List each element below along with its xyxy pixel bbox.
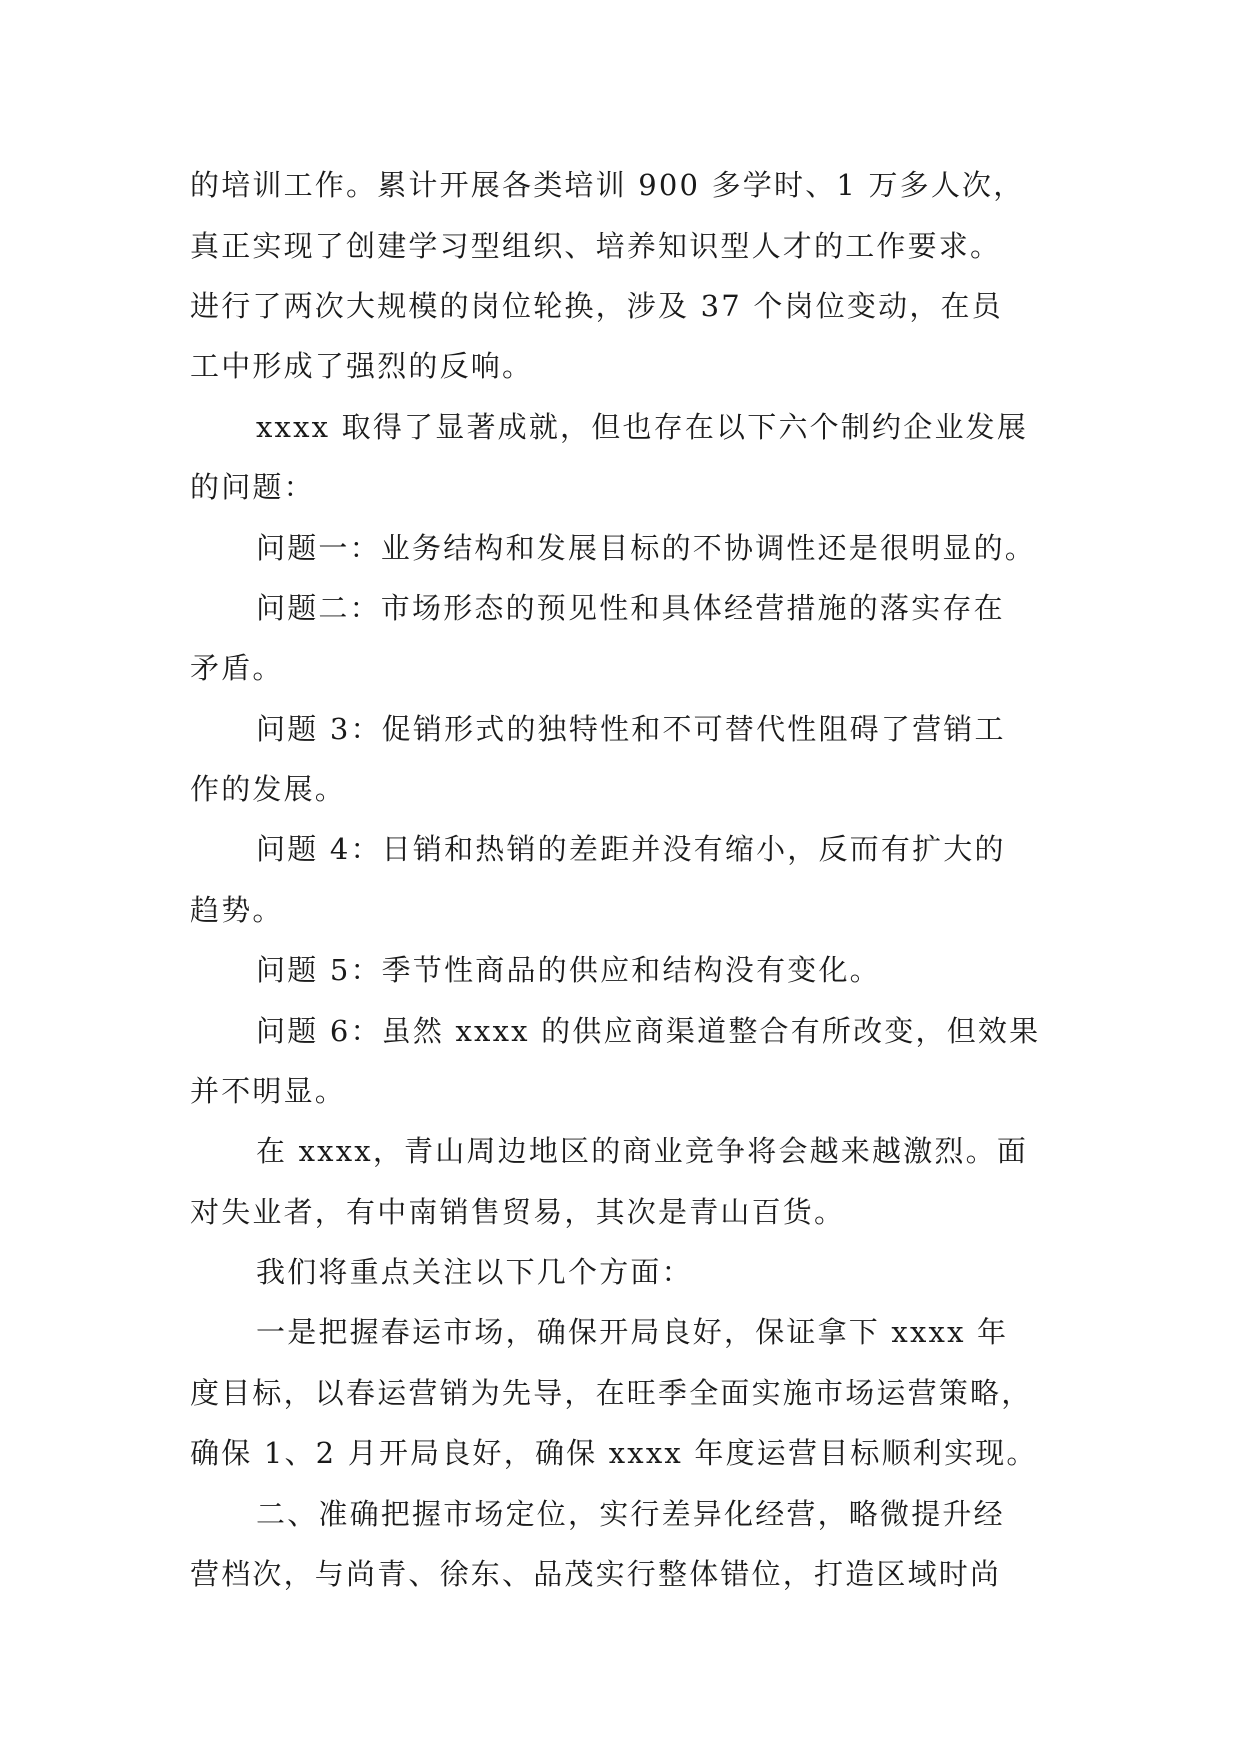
text-line: 确保 1、2 月开局良好，确保 xxxx 年度运营目标顺利实现。 — [190, 1436, 1038, 1470]
text-line: 的培训工作。累计开展各类培训 900 多学时、1 万多人次， — [190, 168, 1025, 202]
text-line: 二、准确把握市场定位，实行差异化经营，略微提升经 — [256, 1497, 1005, 1531]
text-line: 问题 6：虽然 xxxx 的供应商渠道整合有所改变，但效果 — [256, 1014, 1041, 1048]
text-line: 问题 5：季节性商品的供应和结构没有变化。 — [256, 953, 881, 987]
text-line: 矛盾。 — [190, 651, 284, 685]
text-line: 进行了两次大规模的岗位轮换，涉及 37 个岗位变动，在员 — [190, 289, 1003, 323]
text-line: 在 xxxx，青山周边地区的商业竞争将会越来越激烈。面 — [256, 1134, 1029, 1168]
text-line: 的问题： — [190, 470, 315, 504]
text-line: 趋势。 — [190, 893, 284, 927]
text-line: xxxx 取得了显著成就，但也存在以下六个制约企业发展 — [256, 410, 1029, 444]
text-line: 对失业者，有中南销售贸易，其次是青山百货。 — [190, 1195, 846, 1229]
text-line: 营档次，与尚青、徐东、品茂实行整体错位，打造区域时尚 — [190, 1557, 1002, 1591]
text-line: 我们将重点关注以下几个方面： — [256, 1255, 693, 1289]
text-line: 问题二：市场形态的预见性和具体经营措施的落实存在 — [256, 591, 1005, 625]
text-line: 工中形成了强烈的反响。 — [190, 349, 534, 383]
text-line: 度目标，以春运营销为先导，在旺季全面实施市场运营策略， — [190, 1376, 1033, 1410]
text-line: 问题 3：促销形式的独特性和不可替代性阻碍了营销工 — [256, 712, 1006, 746]
text-line: 一是把握春运市场，确保开局良好，保证拿下 xxxx 年 — [256, 1315, 1009, 1349]
text-line: 作的发展。 — [190, 772, 347, 806]
text-line: 问题一：业务结构和发展目标的不协调性还是很明显的。 — [256, 531, 1037, 565]
text-line: 真正实现了创建学习型组织、培养知识型人才的工作要求。 — [190, 229, 1002, 263]
text-line: 问题 4：日销和热销的差距并没有缩小，反而有扩大的 — [256, 832, 1006, 866]
text-line: 并不明显。 — [190, 1074, 347, 1108]
